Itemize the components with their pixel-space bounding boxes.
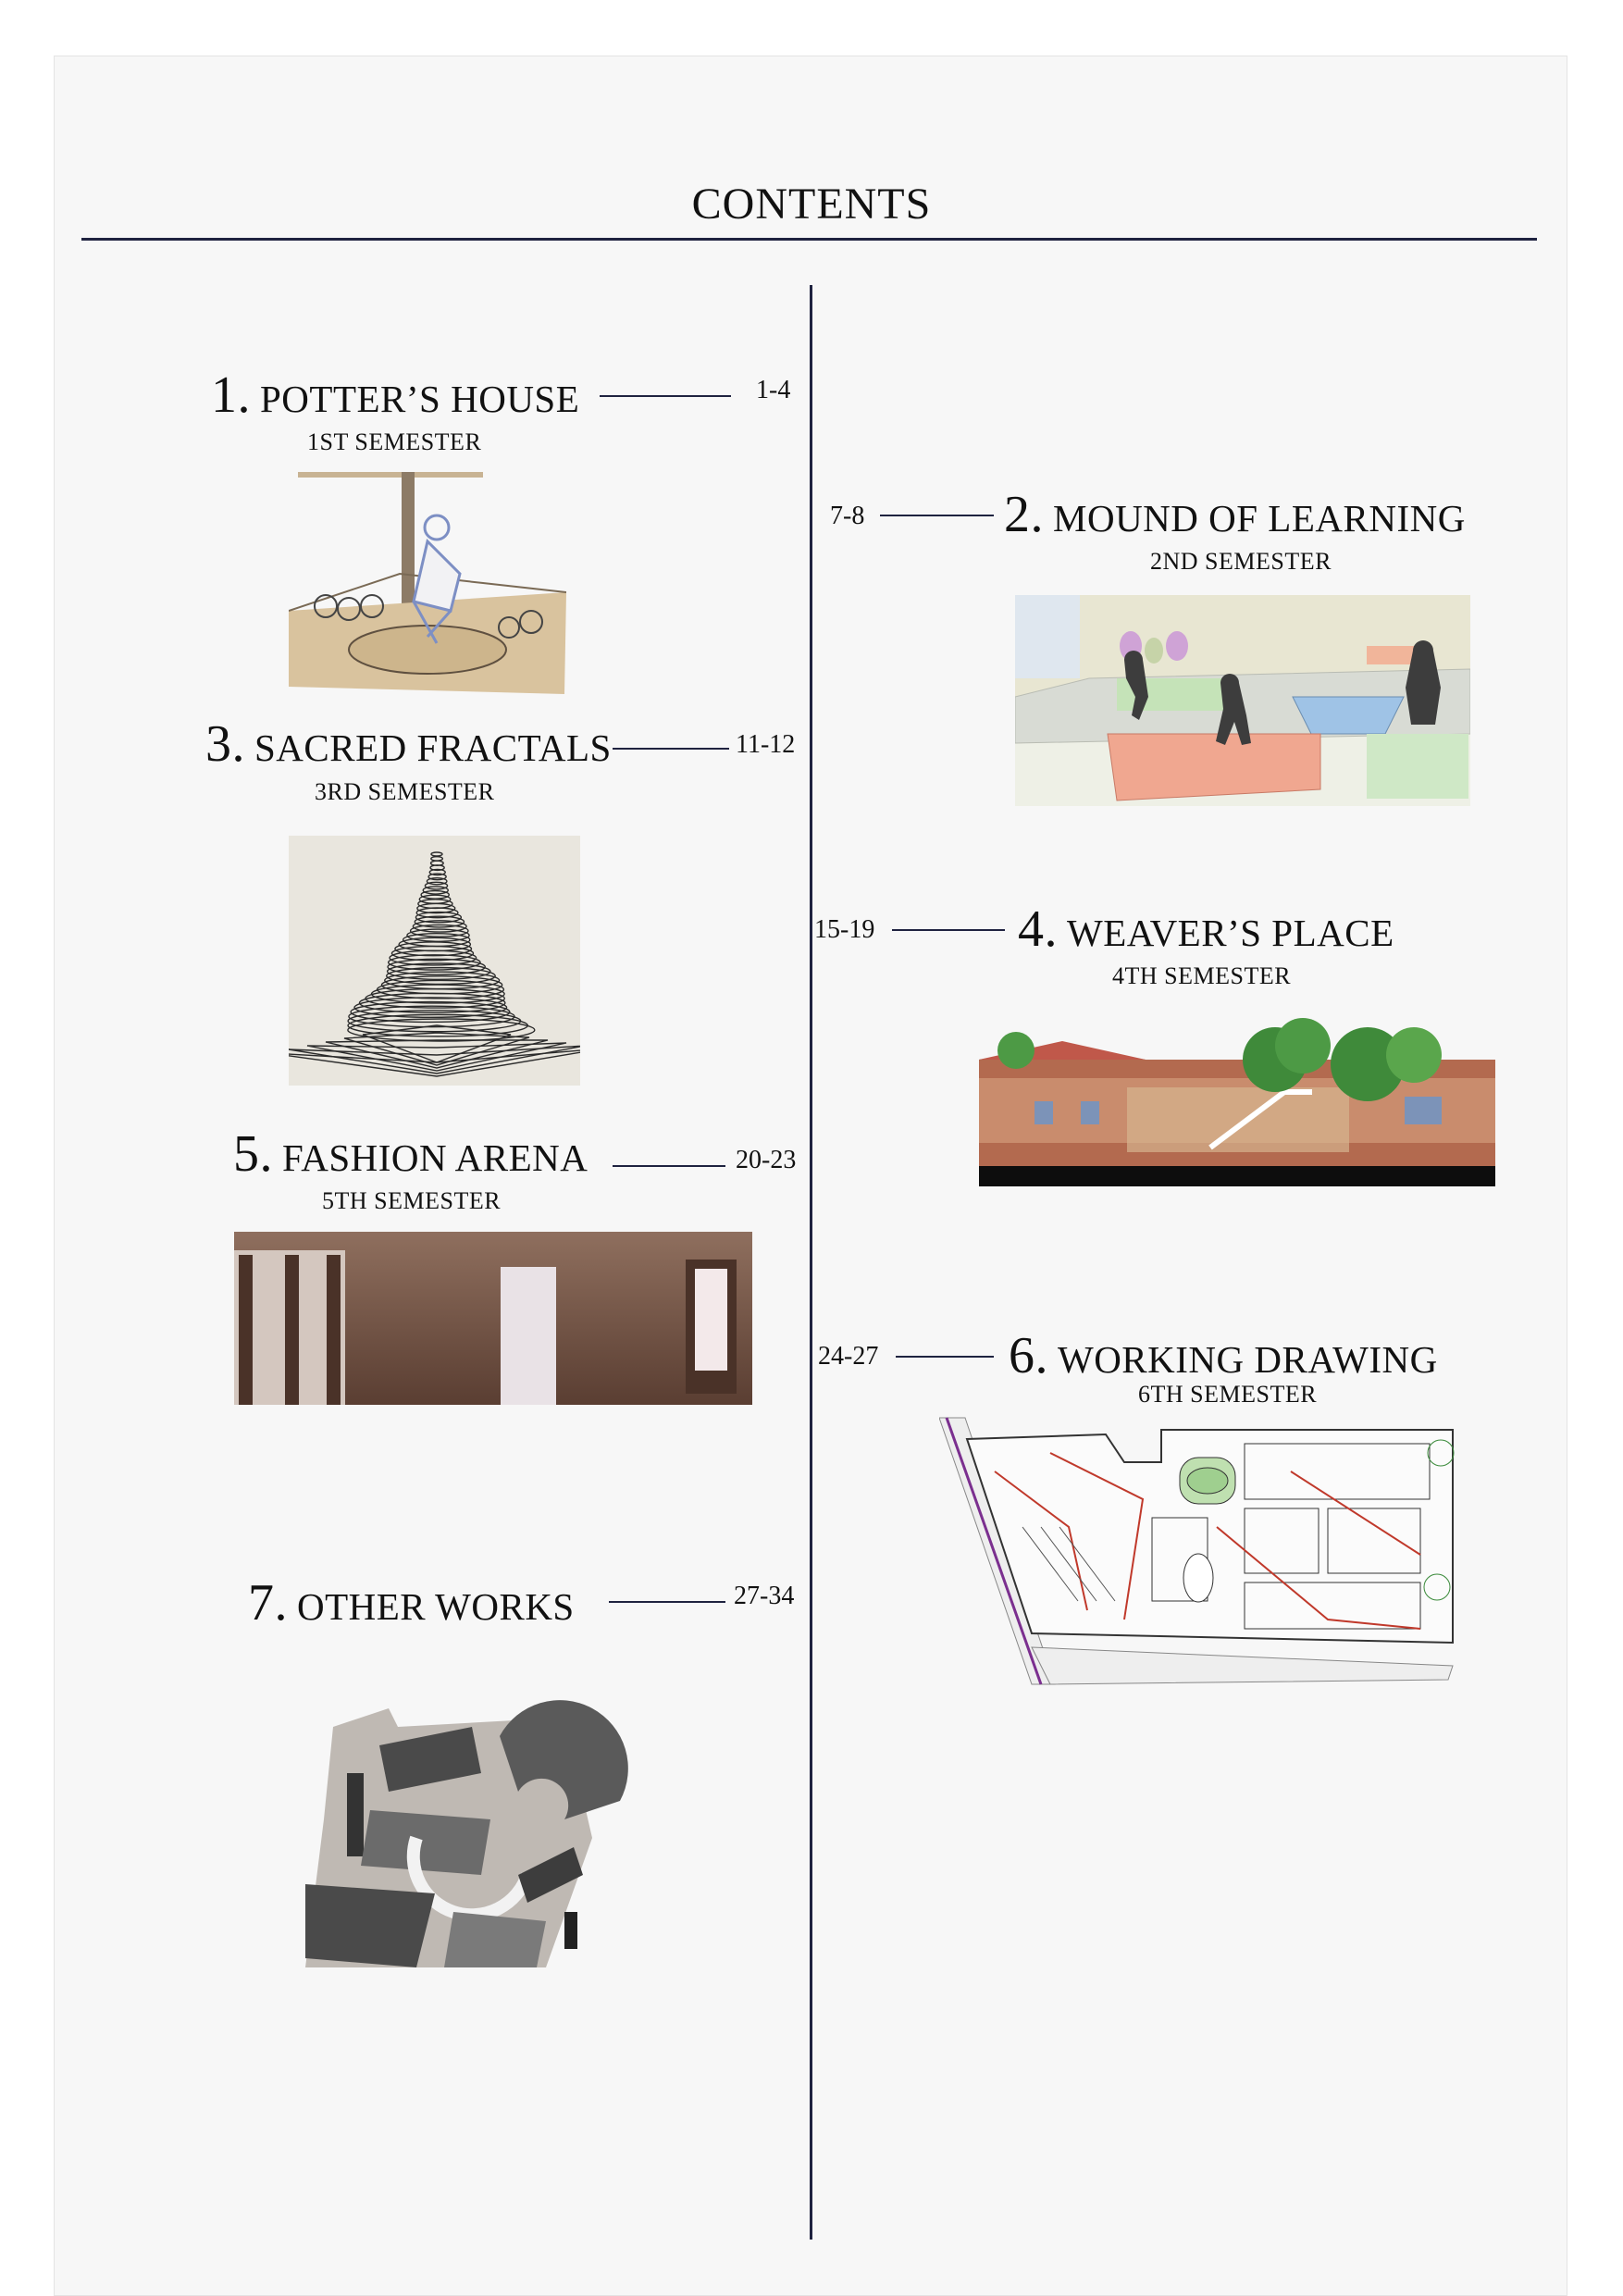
page-title: CONTENTS [691,180,932,229]
entry-3-title [205,714,612,774]
fashion-model-image [234,1232,752,1405]
entry-5-pages: 20-23 [736,1146,797,1174]
entry-7-title [248,1573,575,1632]
entry-2-title [1004,485,1466,544]
weaver-section-image [979,1009,1495,1186]
entry-5-leader-line [613,1165,725,1167]
entry-1-title [211,366,579,425]
entry-number: 4. [1018,900,1058,958]
title-underline [81,238,1537,241]
entry-4-semester: 4TH SEMESTER [1112,962,1292,989]
entry-number: 6. [1009,1327,1048,1384]
entry-title-text: FASHION ARENA [282,1136,588,1179]
entry-4-title [1018,900,1394,959]
entry-1-leader-line [600,395,731,397]
mound-render-image [1015,595,1470,806]
entry-5-title [233,1124,588,1184]
site-plan-image [939,1416,1462,1689]
entry-5-semester: 5TH SEMESTER [322,1187,502,1214]
entry-1-semester: 1ST SEMESTER [307,428,482,455]
entry-2-leader-line [880,515,994,516]
entry-title-text: MOUND OF LEARNING [1053,497,1466,540]
entry-title-text: SACRED FRACTALS [254,726,612,769]
entry-3-leader-line [613,748,729,750]
entry-1-pages: 1-4 [756,376,791,404]
entry-3-pages: 11-12 [736,730,796,759]
entry-6-pages: 24-27 [818,1342,879,1371]
potter-sketch-image [289,472,566,699]
center-divider [810,285,812,2240]
entry-6-leader-line [896,1356,994,1358]
entry-3-semester: 3RD SEMESTER [315,778,495,805]
entry-title-text: WORKING DRAWING [1058,1338,1438,1381]
entry-number: 1. [211,366,251,424]
entry-4-pages: 15-19 [814,915,875,944]
fractal-sketch-image [289,836,580,1086]
entry-number: 2. [1004,486,1044,543]
entry-title-text: OTHER WORKS [297,1585,575,1628]
entry-2-semester: 2ND SEMESTER [1150,548,1332,575]
entry-number: 5. [233,1125,273,1183]
entry-title-text: POTTER’S HOUSE [260,378,580,420]
entry-4-leader-line [892,929,1005,931]
entry-6-semester: 6TH SEMESTER [1138,1381,1318,1408]
entry-6-title [1009,1326,1438,1385]
entry-7-leader-line [609,1601,725,1603]
entry-number: 7. [248,1574,288,1632]
entry-7-pages: 27-34 [734,1582,795,1610]
entry-2-pages: 7-8 [830,502,865,530]
entry-number: 3. [205,715,245,773]
sculpture-model-image [268,1690,657,1981]
entry-title-text: WEAVER’S PLACE [1067,912,1394,954]
